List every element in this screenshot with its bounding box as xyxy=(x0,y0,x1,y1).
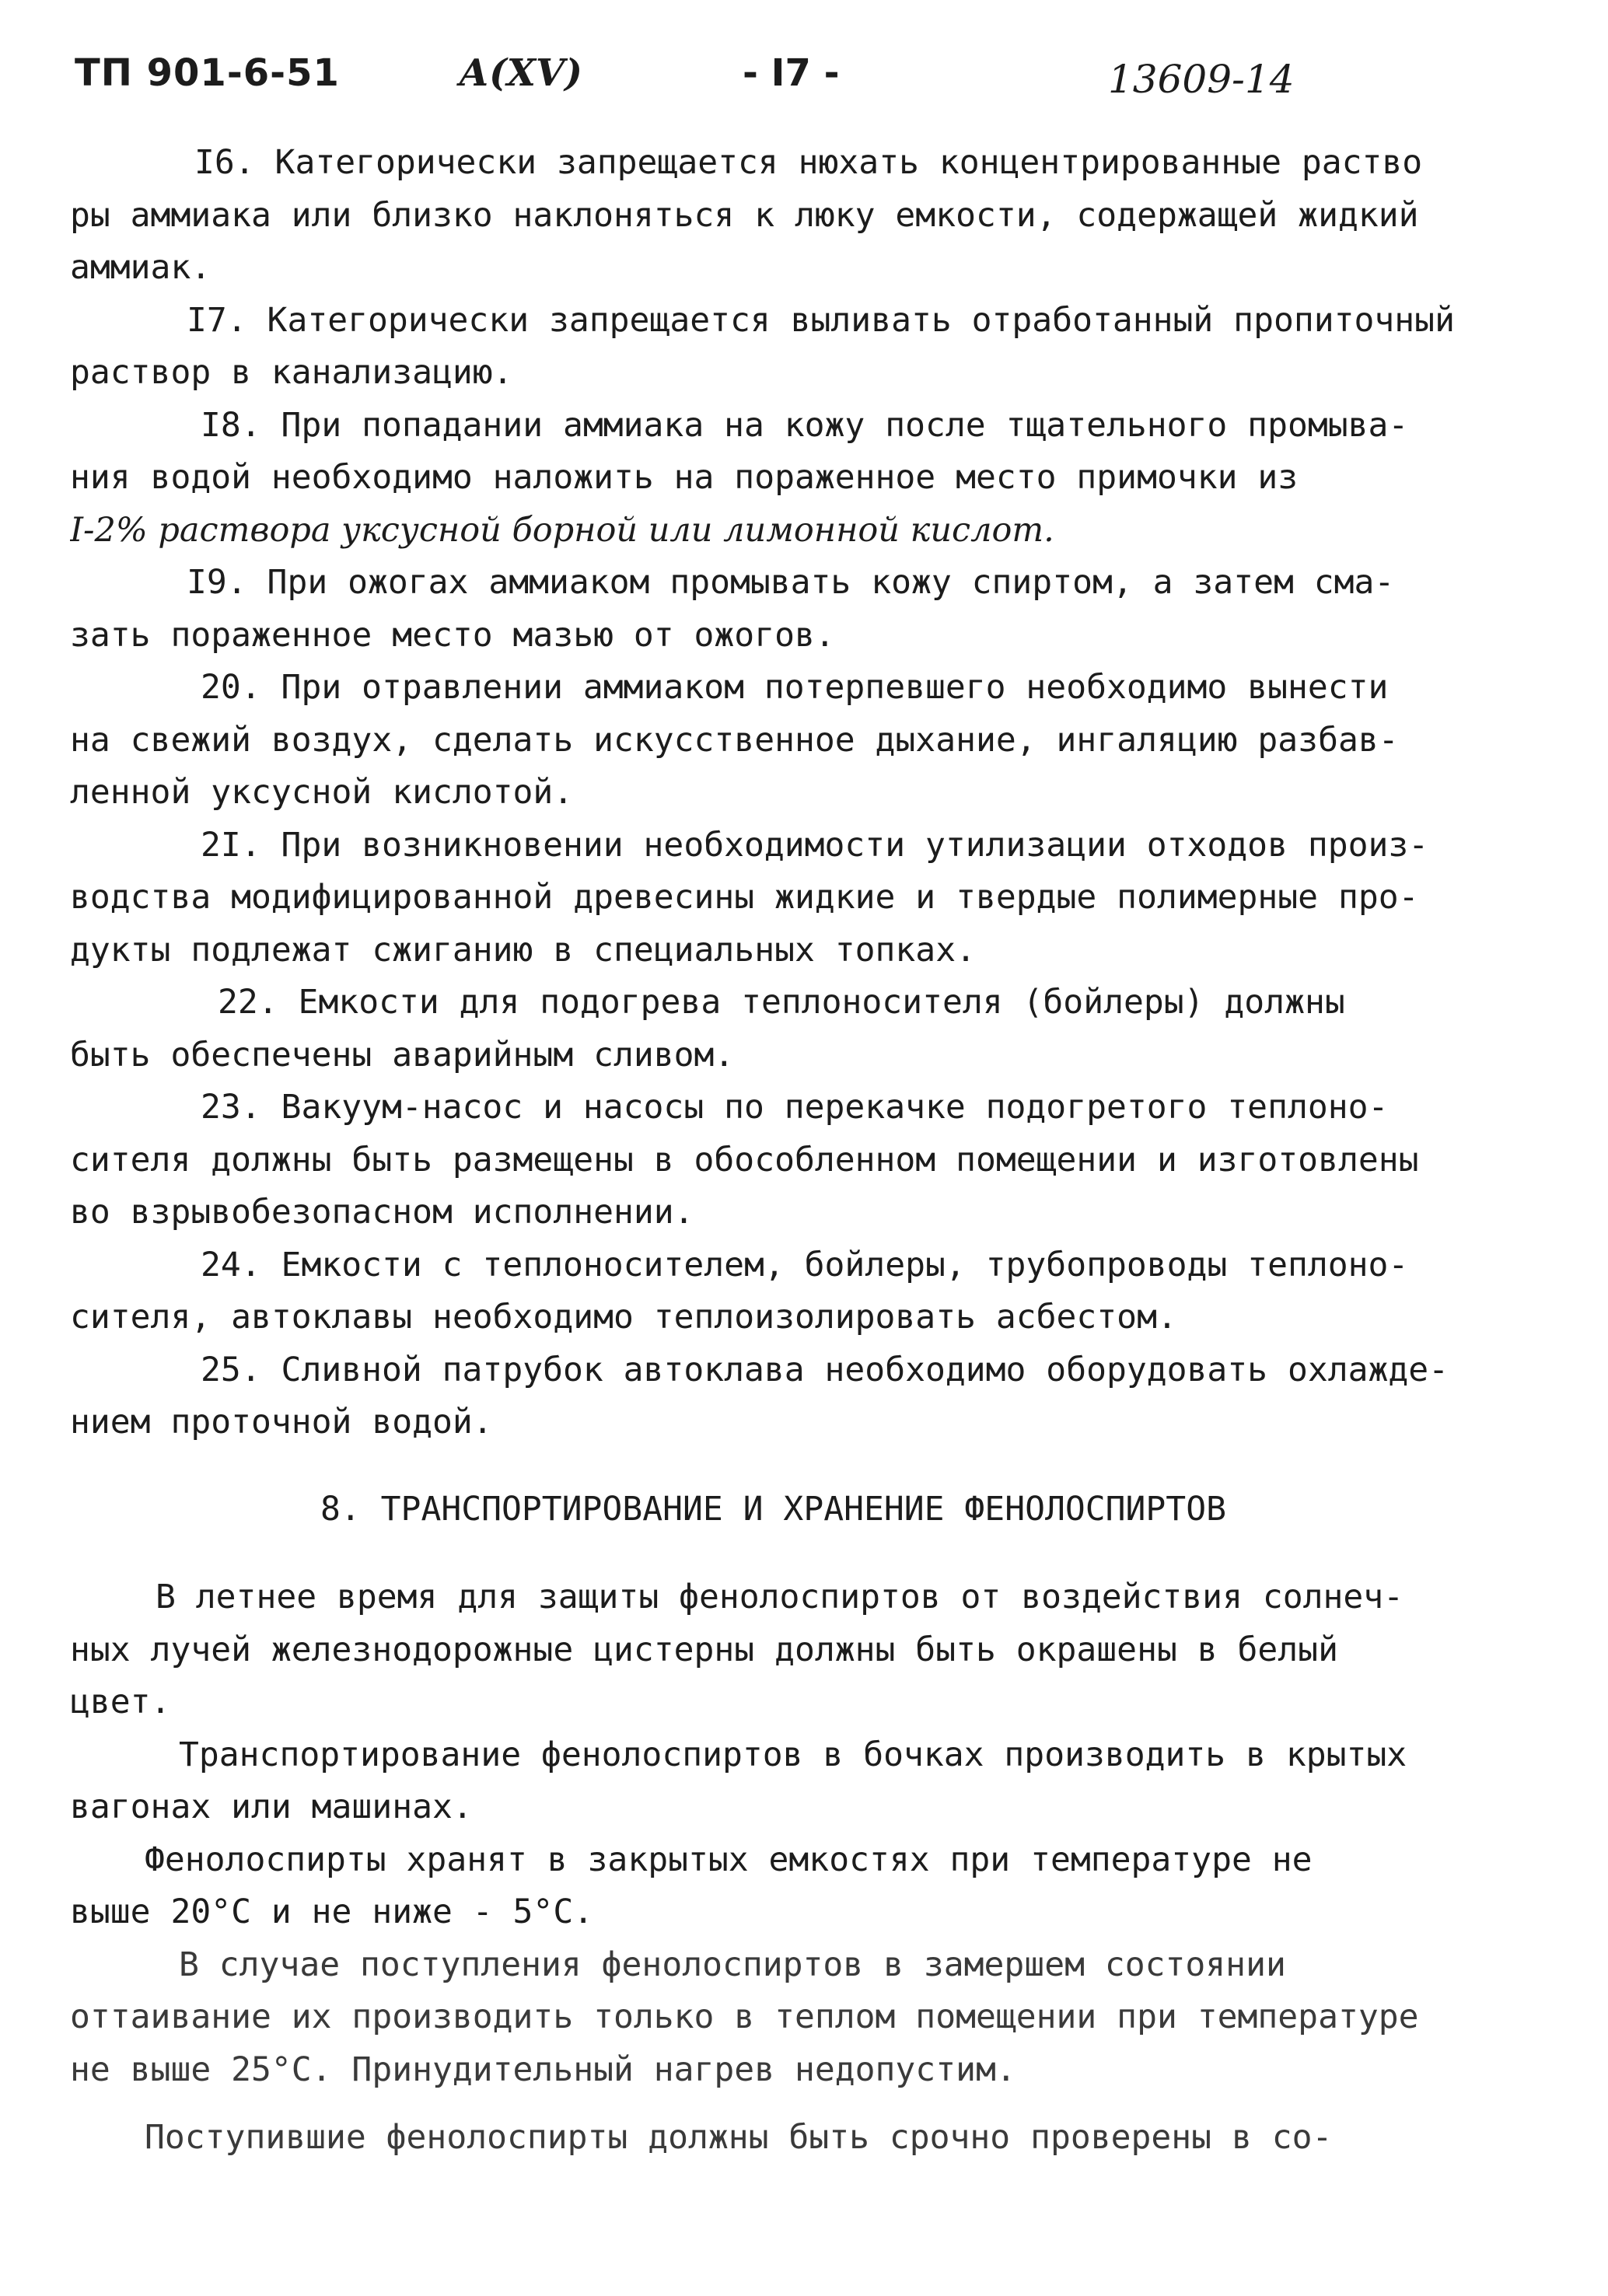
safety-item-23 xyxy=(70,1082,1563,1239)
safety-item-22 xyxy=(70,977,1563,1082)
safety-item-17 xyxy=(70,295,1563,400)
section-paragraph xyxy=(70,1834,1563,1939)
text-line: вагонах или машинах. xyxy=(70,1788,473,1826)
safety-item-18 xyxy=(70,400,1563,557)
document-stage: А(XV) xyxy=(459,51,582,95)
text-line: нием проточной водой. xyxy=(70,1403,493,1442)
text-line: 25. Сливной патрубок автоклава необходимо оборудовать охлажде- xyxy=(201,1350,1449,1389)
safety-item-21 xyxy=(70,820,1563,977)
page-header xyxy=(0,48,1608,118)
text-line: ных лучей железнодорожные цистерны должны быть окрашены в белый xyxy=(70,1630,1338,1669)
text-line: аммиак. xyxy=(70,248,211,287)
section-paragraph xyxy=(70,2112,1563,2165)
text-line: I-2% раствора уксусной борной или лимонной кислот. xyxy=(70,510,1054,550)
text-line: Поступившие фенолоспирты должны быть срочно проверены в со- xyxy=(145,2118,1333,2157)
section-paragraph xyxy=(70,1571,1563,1729)
text-line: Фенолоспирты хранят в закрытых емкостях при температуре не xyxy=(145,1840,1313,1879)
safety-item-20 xyxy=(70,662,1563,820)
text-line: I7. Категорически запрещается выливать отработанный пропиточный xyxy=(187,300,1455,340)
text-line: водства модифицированной древесины жидкие и твердые полимерные про- xyxy=(70,878,1419,917)
text-line: В летнее время для защиты фенолоспиртов от воздействия солнеч- xyxy=(156,1578,1404,1616)
safety-item-19 xyxy=(70,557,1563,662)
text-line: оттаивание их производить только в теплом помещении при температуре xyxy=(70,1997,1419,2036)
text-line: сителя, автоклавы необходимо теплоизолировать асбестом. xyxy=(70,1298,1177,1337)
safety-item-24 xyxy=(70,1239,1563,1344)
text-line: раствор в канализацию. xyxy=(70,353,513,392)
text-line: Транспортирование фенолоспиртов в бочках производить в крытых xyxy=(179,1735,1407,1774)
text-line: I9. При ожогах аммиаком промывать кожу спиртом, а затем сма- xyxy=(187,563,1395,602)
text-line: 20. При отравлении аммиаком потерпевшего необходимо вынести xyxy=(201,668,1389,707)
text-line: ния водой необходимо наложить на пораженное место примочки из xyxy=(70,458,1299,497)
document-body xyxy=(70,137,1563,2165)
inventory-number: 13609-14 xyxy=(1108,57,1295,102)
safety-item-25 xyxy=(70,1344,1563,1449)
text-line: цвет. xyxy=(70,1683,171,1721)
text-line: зать пораженное место мазью от ожогов. xyxy=(70,615,835,655)
text-line: выше 20°С и не ниже - 5°С. xyxy=(70,1892,594,1931)
text-line: быть обеспечены аварийным сливом. xyxy=(70,1035,735,1075)
text-line: сителя должны быть размещены в обособленном помещении и изготовлены xyxy=(70,1140,1419,1179)
text-line: 22. Емкости для подогрева теплоносителя (бойлеры) должны xyxy=(218,983,1345,1022)
text-line: дукты подлежат сжиганию в специальных топках. xyxy=(70,930,976,970)
text-line: ры аммиака или близко наклоняться к люку емкости, содержащей жидкий xyxy=(70,195,1419,235)
text-line: 24. Емкости с теплоносителем, бойлеры, трубопроводы теплоно- xyxy=(201,1245,1409,1284)
text-line: I8. При попадании аммиака на кожу после тщательного промыва- xyxy=(201,405,1409,445)
document-code: ТП 901-6-51 xyxy=(75,51,340,95)
text-line: на свежий воздух, сделать искусственное дыхание, ингаляцию разбав- xyxy=(70,720,1399,760)
text-line: во взрывобезопасном исполнении. xyxy=(70,1193,694,1232)
section-paragraph xyxy=(70,1939,1563,2097)
text-line: ленной уксусной кислотой. xyxy=(70,773,574,812)
section-paragraph xyxy=(70,1729,1563,1834)
section-heading: 8. ТРАНСПОРТИРОВАНИЕ И ХРАНЕНИЕ ФЕНОЛОСПИРТОВ xyxy=(320,1489,1226,1529)
page-number: - I7 - xyxy=(743,51,840,95)
safety-item-16 xyxy=(70,137,1563,295)
text-line: не выше 25°С. Принудительный нагрев недопустим. xyxy=(70,2050,1016,2089)
text-line: В случае поступления фенолоспиртов в замершем состоянии xyxy=(179,1945,1286,1984)
text-line: 23. Вакуум-насос и насосы по перекачке подогретого теплоно- xyxy=(201,1088,1389,1127)
text-line: I6. Категорически запрещается нюхать концентрированные раство xyxy=(194,143,1423,182)
text-line: 2I. При возникновении необходимости утилизации отходов произ- xyxy=(201,825,1429,865)
